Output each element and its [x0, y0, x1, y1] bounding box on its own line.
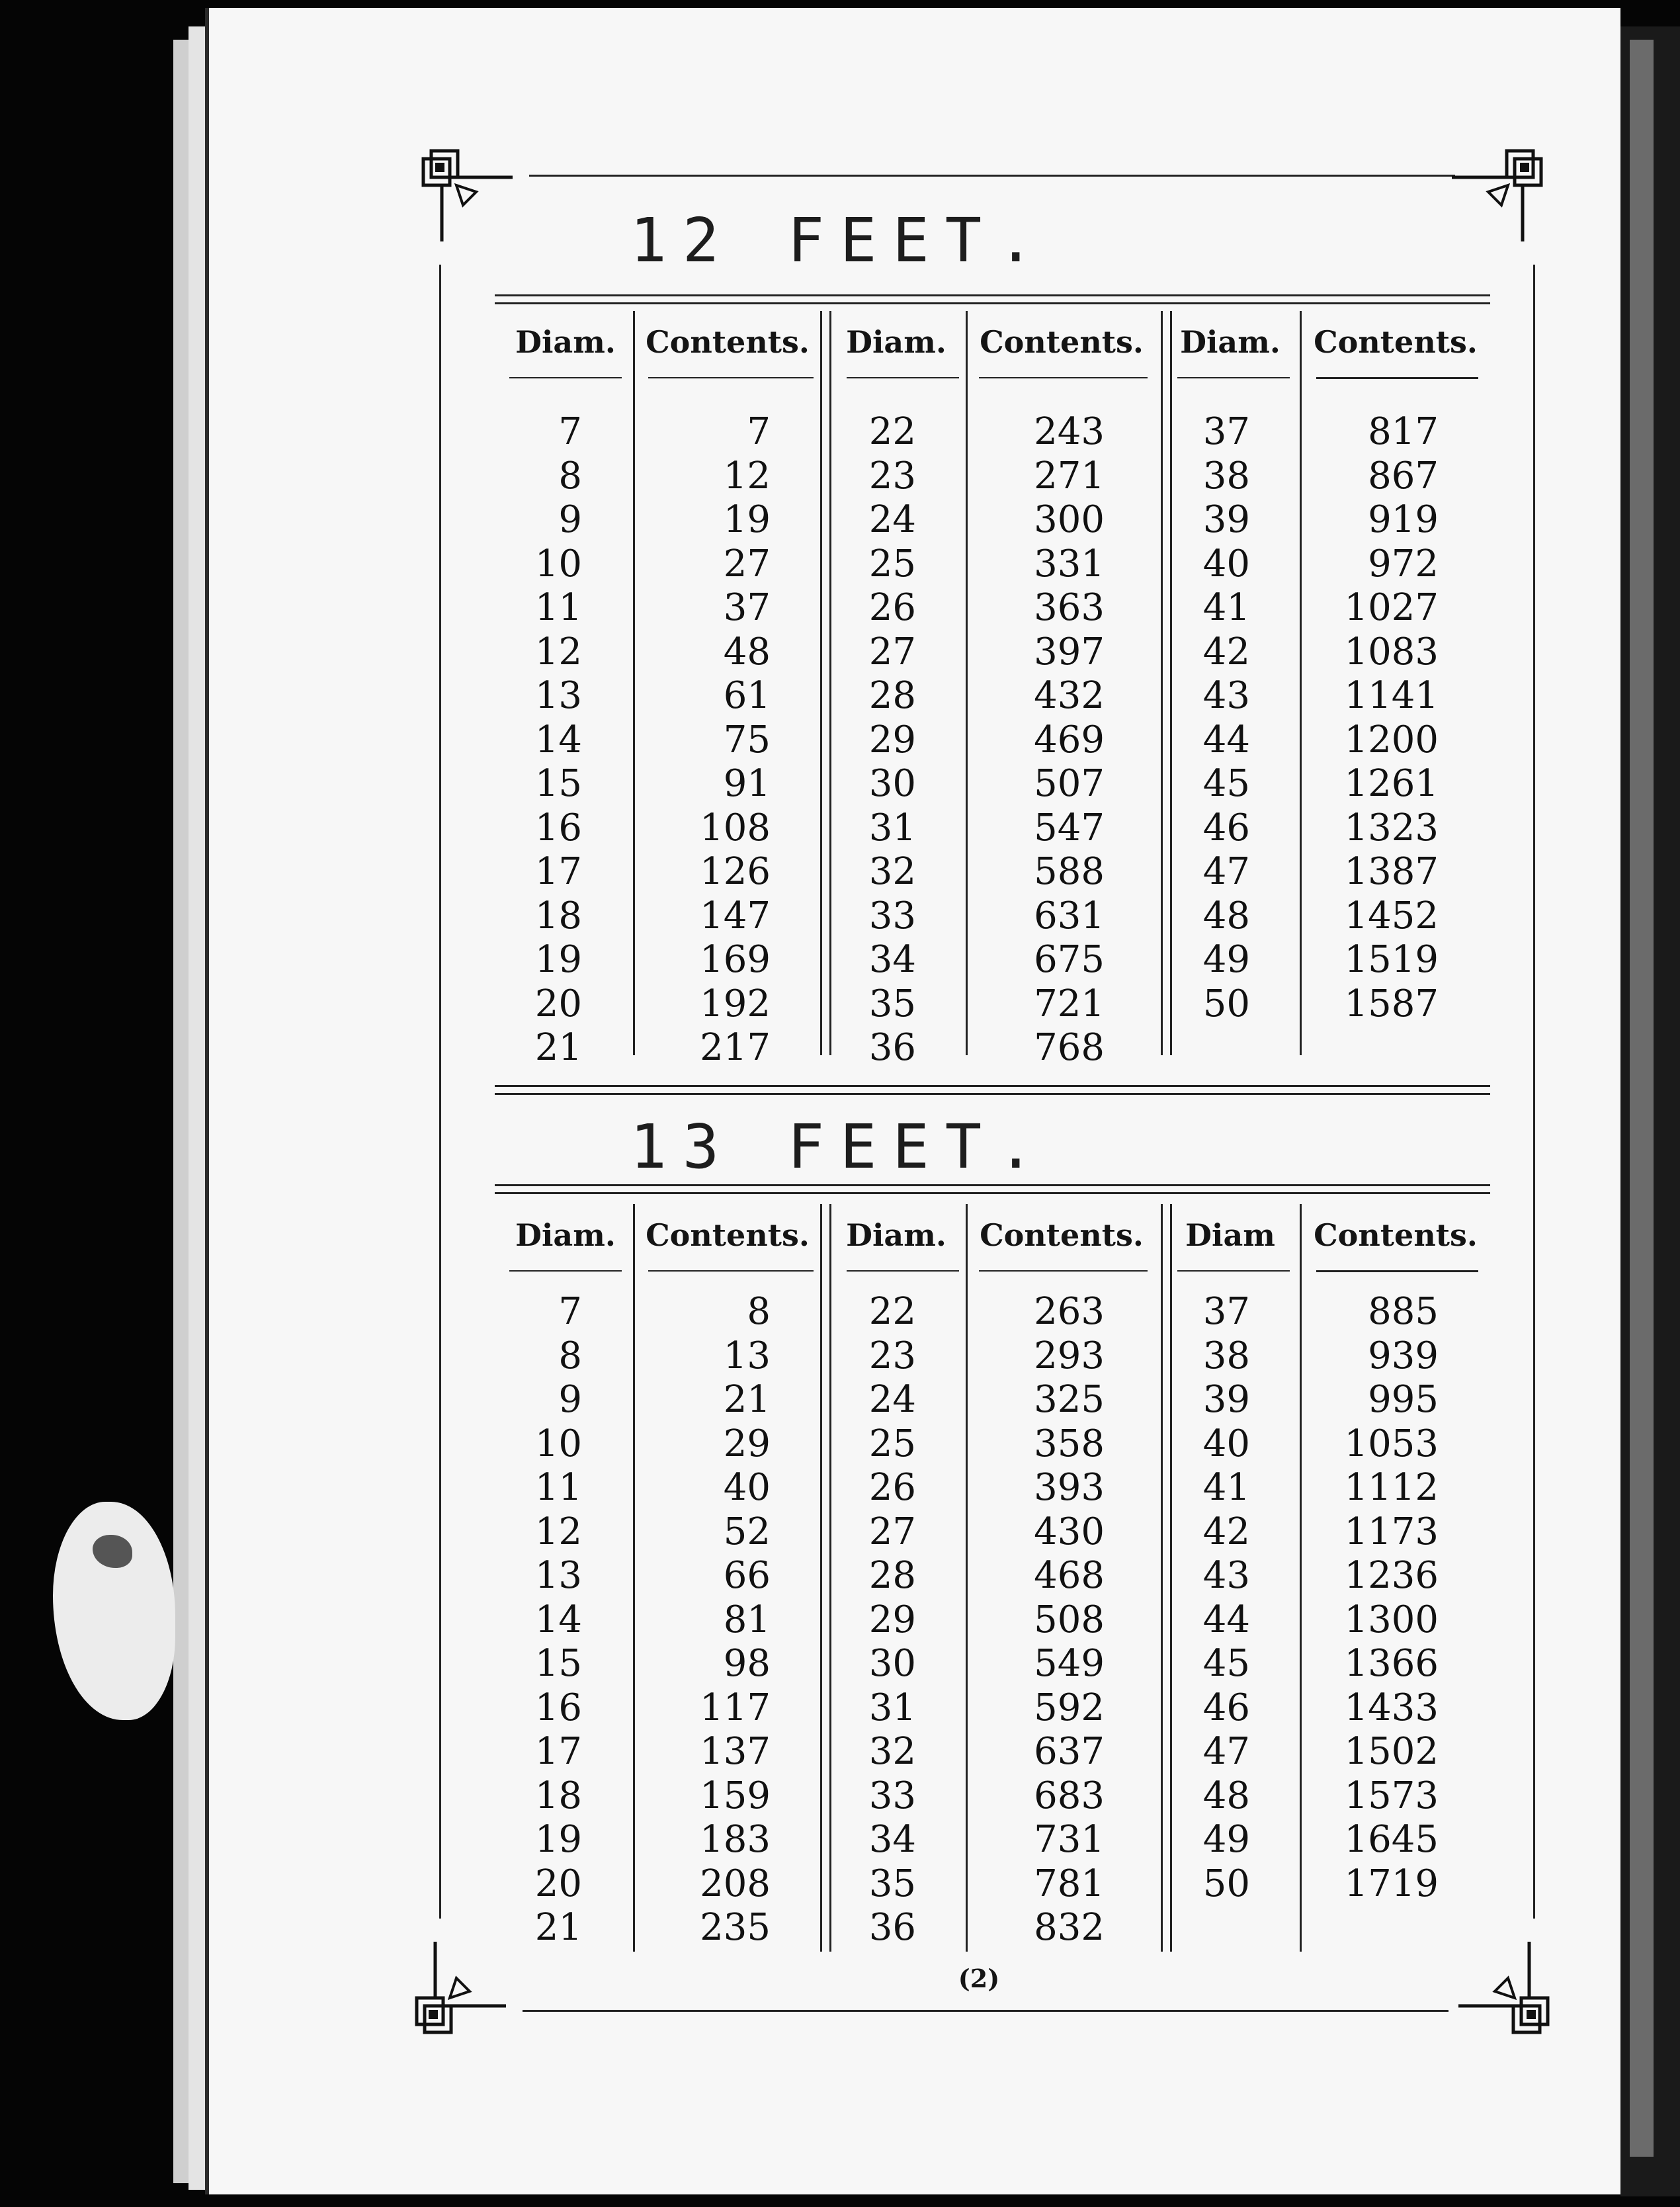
contents-cell: 1433 — [1344, 1686, 1439, 1729]
contents-cell: 75 — [723, 718, 771, 761]
column-header: Diam. — [1180, 324, 1281, 360]
contents-cell: 592 — [1034, 1686, 1105, 1729]
diameter-cell: 35 — [868, 982, 916, 1025]
diameter-cell: 9 — [558, 1378, 582, 1421]
contents-cell: 159 — [700, 1774, 771, 1817]
diameter-cell: 20 — [534, 982, 582, 1025]
contents-cell: 469 — [1034, 718, 1105, 761]
contents-cell: 397 — [1034, 630, 1105, 673]
diameter-cell: 8 — [558, 1334, 582, 1377]
table-top-rule — [495, 294, 1490, 296]
diameter-cell: 12 — [534, 1510, 582, 1553]
contents-cell: 363 — [1034, 586, 1105, 629]
diameter-cell: 27 — [868, 1510, 916, 1553]
diameter-cell: 25 — [868, 542, 916, 585]
diameter-cell: 16 — [534, 806, 582, 849]
contents-cell: 235 — [700, 1906, 771, 1949]
diameter-cell: 19 — [534, 938, 582, 981]
diameter-cell: 8 — [558, 454, 582, 498]
diameter-cell: 46 — [1202, 1686, 1250, 1729]
diameter-cell: 38 — [1202, 454, 1250, 498]
diameter-cell: 32 — [868, 1730, 916, 1773]
diameter-cell: 29 — [868, 718, 916, 761]
contents-cell: 126 — [700, 850, 771, 893]
contents-cell: 432 — [1034, 674, 1105, 717]
diameter-cell: 27 — [868, 630, 916, 673]
contents-cell: 1236 — [1344, 1554, 1439, 1597]
diameter-cell: 20 — [534, 1862, 582, 1905]
diameter-cell: 30 — [868, 1642, 916, 1685]
contents-cell: 1645 — [1344, 1818, 1439, 1861]
column-divider — [1300, 311, 1302, 1055]
diameter-cell: 21 — [534, 1026, 582, 1069]
contents-cell: 1027 — [1344, 586, 1439, 629]
contents-cell: 183 — [700, 1818, 771, 1861]
table-bottom-rule — [495, 1085, 1490, 1087]
corner-ornament — [410, 1938, 509, 2038]
diameter-cell: 37 — [1202, 1290, 1250, 1333]
column-divider — [829, 311, 831, 1055]
diameter-cell: 44 — [1202, 1598, 1250, 1641]
contents-cell: 108 — [700, 806, 771, 849]
column-divider — [829, 1204, 831, 1952]
header-underline — [509, 1270, 622, 1272]
diameter-cell: 32 — [868, 850, 916, 893]
contents-cell: 331 — [1034, 542, 1105, 585]
diameter-cell: 12 — [534, 630, 582, 673]
contents-cell: 91 — [723, 762, 771, 805]
column-divider — [1161, 1204, 1163, 1952]
diameter-cell: 42 — [1202, 1510, 1250, 1553]
contents-cell: 169 — [700, 938, 771, 981]
diameter-cell: 43 — [1202, 1554, 1250, 1597]
contents-cell: 1141 — [1344, 674, 1439, 717]
page-number: (2) — [958, 1964, 1000, 1993]
diameter-cell: 30 — [868, 762, 916, 805]
contents-cell: 66 — [723, 1554, 771, 1597]
contents-cell: 40 — [723, 1466, 771, 1509]
header-underline — [509, 377, 622, 378]
diameter-cell: 17 — [534, 1730, 582, 1773]
diameter-cell: 26 — [868, 1466, 916, 1509]
column-header: Contents. — [646, 324, 810, 360]
diameter-cell: 45 — [1202, 762, 1250, 805]
contents-cell: 507 — [1034, 762, 1105, 805]
contents-cell: 29 — [723, 1422, 771, 1465]
diameter-cell: 23 — [868, 454, 916, 498]
diameter-cell: 41 — [1202, 1466, 1250, 1509]
header-underline — [979, 377, 1148, 378]
diameter-cell: 38 — [1202, 1334, 1250, 1377]
column-divider — [1161, 311, 1163, 1055]
contents-cell: 208 — [700, 1862, 771, 1905]
contents-cell: 48 — [723, 630, 771, 673]
contents-cell: 683 — [1034, 1774, 1105, 1817]
contents-cell: 263 — [1034, 1290, 1105, 1333]
contents-cell: 768 — [1034, 1026, 1105, 1069]
frame-top-rule — [529, 175, 1455, 177]
diameter-cell: 46 — [1202, 806, 1250, 849]
diameter-cell: 45 — [1202, 1642, 1250, 1685]
table-top-rule — [495, 1184, 1490, 1186]
contents-cell: 817 — [1368, 410, 1439, 453]
contents-cell: 117 — [700, 1686, 771, 1729]
contents-cell: 721 — [1034, 982, 1105, 1025]
contents-cell: 358 — [1034, 1422, 1105, 1465]
diameter-cell: 34 — [868, 1818, 916, 1861]
diameter-cell: 15 — [534, 1642, 582, 1685]
frame-bottom-rule — [523, 2010, 1449, 2012]
diameter-cell: 22 — [868, 1290, 916, 1333]
contents-cell: 1387 — [1344, 850, 1439, 893]
header-underline — [847, 1270, 959, 1272]
diameter-cell: 39 — [1202, 498, 1250, 541]
contents-cell: 919 — [1368, 498, 1439, 541]
diameter-cell: 47 — [1202, 1730, 1250, 1773]
table-top-rule — [495, 302, 1490, 304]
diameter-cell: 23 — [868, 1334, 916, 1377]
diameter-cell: 49 — [1202, 938, 1250, 981]
header-underline — [648, 377, 814, 378]
column-header: Contents. — [1314, 324, 1478, 360]
diameter-cell: 24 — [868, 1378, 916, 1421]
contents-cell: 547 — [1034, 806, 1105, 849]
header-underline — [1177, 377, 1290, 378]
contents-cell: 832 — [1034, 1906, 1105, 1949]
diameter-cell: 29 — [868, 1598, 916, 1641]
diameter-cell: 40 — [1202, 542, 1250, 585]
frame-right-rule — [1533, 265, 1535, 1919]
header-underline — [648, 1270, 814, 1272]
diameter-cell: 22 — [868, 410, 916, 453]
column-header: Contents. — [980, 324, 1144, 360]
contents-cell: 972 — [1368, 542, 1439, 585]
column-header: Contents. — [980, 1217, 1144, 1253]
contents-cell: 1200 — [1344, 718, 1439, 761]
diameter-cell: 14 — [534, 718, 582, 761]
diameter-cell: 40 — [1202, 1422, 1250, 1465]
column-header: Diam. — [515, 324, 616, 360]
contents-cell: 293 — [1034, 1334, 1105, 1377]
diameter-cell: 7 — [558, 410, 582, 453]
contents-cell: 61 — [723, 674, 771, 717]
contents-cell: 1261 — [1344, 762, 1439, 805]
contents-cell: 21 — [723, 1378, 771, 1421]
contents-cell: 98 — [723, 1642, 771, 1685]
contents-cell: 13 — [723, 1334, 771, 1377]
diameter-cell: 28 — [868, 674, 916, 717]
diameter-cell: 48 — [1202, 1774, 1250, 1817]
contents-cell: 393 — [1034, 1466, 1105, 1509]
diameter-cell: 21 — [534, 1906, 582, 1949]
contents-cell: 588 — [1034, 850, 1105, 893]
section-title: 12 FEET. — [630, 205, 1050, 276]
contents-cell: 1083 — [1344, 630, 1439, 673]
column-divider — [1300, 1204, 1302, 1952]
diameter-cell: 18 — [534, 894, 582, 937]
column-header: Diam. — [846, 324, 946, 360]
header-underline — [1316, 1270, 1478, 1272]
diameter-cell: 16 — [534, 1686, 582, 1729]
diameter-cell: 35 — [868, 1862, 916, 1905]
contents-cell: 1323 — [1344, 806, 1439, 849]
column-header: Contents. — [1314, 1217, 1478, 1253]
column-header: Contents. — [646, 1217, 810, 1253]
contents-cell: 1519 — [1344, 938, 1439, 981]
contents-cell: 1366 — [1344, 1642, 1439, 1685]
contents-cell: 1452 — [1344, 894, 1439, 937]
diameter-cell: 33 — [868, 1774, 916, 1817]
column-divider — [633, 1204, 635, 1952]
diameter-cell: 50 — [1202, 1862, 1250, 1905]
diameter-cell: 11 — [534, 586, 582, 629]
diameter-cell: 26 — [868, 586, 916, 629]
diameter-cell: 31 — [868, 1686, 916, 1729]
contents-cell: 1173 — [1344, 1510, 1439, 1553]
contents-cell: 52 — [723, 1510, 771, 1553]
diameter-cell: 44 — [1202, 718, 1250, 761]
diameter-cell: 41 — [1202, 586, 1250, 629]
diameter-cell: 47 — [1202, 850, 1250, 893]
table-bottom-rule — [495, 1093, 1490, 1095]
column-divider — [633, 311, 635, 1055]
contents-cell: 147 — [700, 894, 771, 937]
diameter-cell: 13 — [534, 674, 582, 717]
contents-cell: 37 — [723, 586, 771, 629]
diameter-cell: 13 — [534, 1554, 582, 1597]
contents-cell: 217 — [700, 1026, 771, 1069]
column-header: Diam — [1185, 1217, 1275, 1253]
diameter-cell: 36 — [868, 1026, 916, 1069]
contents-cell: 1053 — [1344, 1422, 1439, 1465]
diameter-cell: 24 — [868, 498, 916, 541]
contents-cell: 325 — [1034, 1378, 1105, 1421]
diameter-cell: 39 — [1202, 1378, 1250, 1421]
section-title: 13 FEET. — [630, 1111, 1050, 1182]
contents-cell: 637 — [1034, 1730, 1105, 1773]
contents-cell: 300 — [1034, 498, 1105, 541]
diameter-cell: 33 — [868, 894, 916, 937]
contents-cell: 1112 — [1344, 1466, 1439, 1509]
contents-cell: 939 — [1368, 1334, 1439, 1377]
contents-cell: 995 — [1368, 1378, 1439, 1421]
column-divider — [820, 1204, 822, 1952]
diameter-cell: 42 — [1202, 630, 1250, 673]
diameter-cell: 15 — [534, 762, 582, 805]
diameter-cell: 25 — [868, 1422, 916, 1465]
table-top-rule — [495, 1192, 1490, 1194]
contents-cell: 430 — [1034, 1510, 1105, 1553]
diameter-cell: 31 — [868, 806, 916, 849]
diameter-cell: 28 — [868, 1554, 916, 1597]
contents-cell: 1587 — [1344, 982, 1439, 1025]
header-underline — [847, 377, 959, 378]
diameter-cell: 18 — [534, 1774, 582, 1817]
diameter-cell: 7 — [558, 1290, 582, 1333]
contents-cell: 731 — [1034, 1818, 1105, 1861]
frame-left-rule — [439, 265, 441, 1919]
contents-cell: 1300 — [1344, 1598, 1439, 1641]
column-divider — [966, 1204, 968, 1952]
contents-cell: 781 — [1034, 1862, 1105, 1905]
diameter-cell: 10 — [534, 1422, 582, 1465]
contents-cell: 271 — [1034, 454, 1105, 498]
diameter-cell: 9 — [558, 498, 582, 541]
column-header: Diam. — [846, 1217, 946, 1253]
contents-cell: 192 — [700, 982, 771, 1025]
contents-cell: 1719 — [1344, 1862, 1439, 1905]
contents-cell: 137 — [700, 1730, 771, 1773]
column-divider — [966, 311, 968, 1055]
header-underline — [1316, 377, 1478, 379]
corner-ornament — [1455, 1938, 1554, 2038]
header-underline — [979, 1270, 1148, 1272]
column-header: Diam. — [515, 1217, 616, 1253]
contents-cell: 12 — [723, 454, 771, 498]
contents-cell: 27 — [723, 542, 771, 585]
diameter-cell: 48 — [1202, 894, 1250, 937]
contents-cell: 631 — [1034, 894, 1105, 937]
contents-cell: 8 — [747, 1290, 771, 1333]
contents-cell: 81 — [723, 1598, 771, 1641]
diameter-cell: 36 — [868, 1906, 916, 1949]
contents-cell: 867 — [1368, 454, 1439, 498]
column-divider — [820, 311, 822, 1055]
diameter-cell: 10 — [534, 542, 582, 585]
contents-cell: 7 — [747, 410, 771, 453]
contents-cell: 549 — [1034, 1642, 1105, 1685]
diameter-cell: 50 — [1202, 982, 1250, 1025]
contents-cell: 19 — [723, 498, 771, 541]
diameter-cell: 43 — [1202, 674, 1250, 717]
diameter-cell: 19 — [534, 1818, 582, 1861]
diameter-cell: 37 — [1202, 410, 1250, 453]
contents-cell: 885 — [1368, 1290, 1439, 1333]
diameter-cell: 17 — [534, 850, 582, 893]
diameter-cell: 11 — [534, 1466, 582, 1509]
contents-cell: 243 — [1034, 410, 1105, 453]
contents-cell: 1502 — [1344, 1730, 1439, 1773]
contents-cell: 468 — [1034, 1554, 1105, 1597]
contents-cell: 508 — [1034, 1598, 1105, 1641]
header-underline — [1177, 1270, 1290, 1272]
diameter-cell: 49 — [1202, 1818, 1250, 1861]
contents-cell: 675 — [1034, 938, 1105, 981]
diameter-cell: 14 — [534, 1598, 582, 1641]
diameter-cell: 34 — [868, 938, 916, 981]
contents-cell: 1573 — [1344, 1774, 1439, 1817]
